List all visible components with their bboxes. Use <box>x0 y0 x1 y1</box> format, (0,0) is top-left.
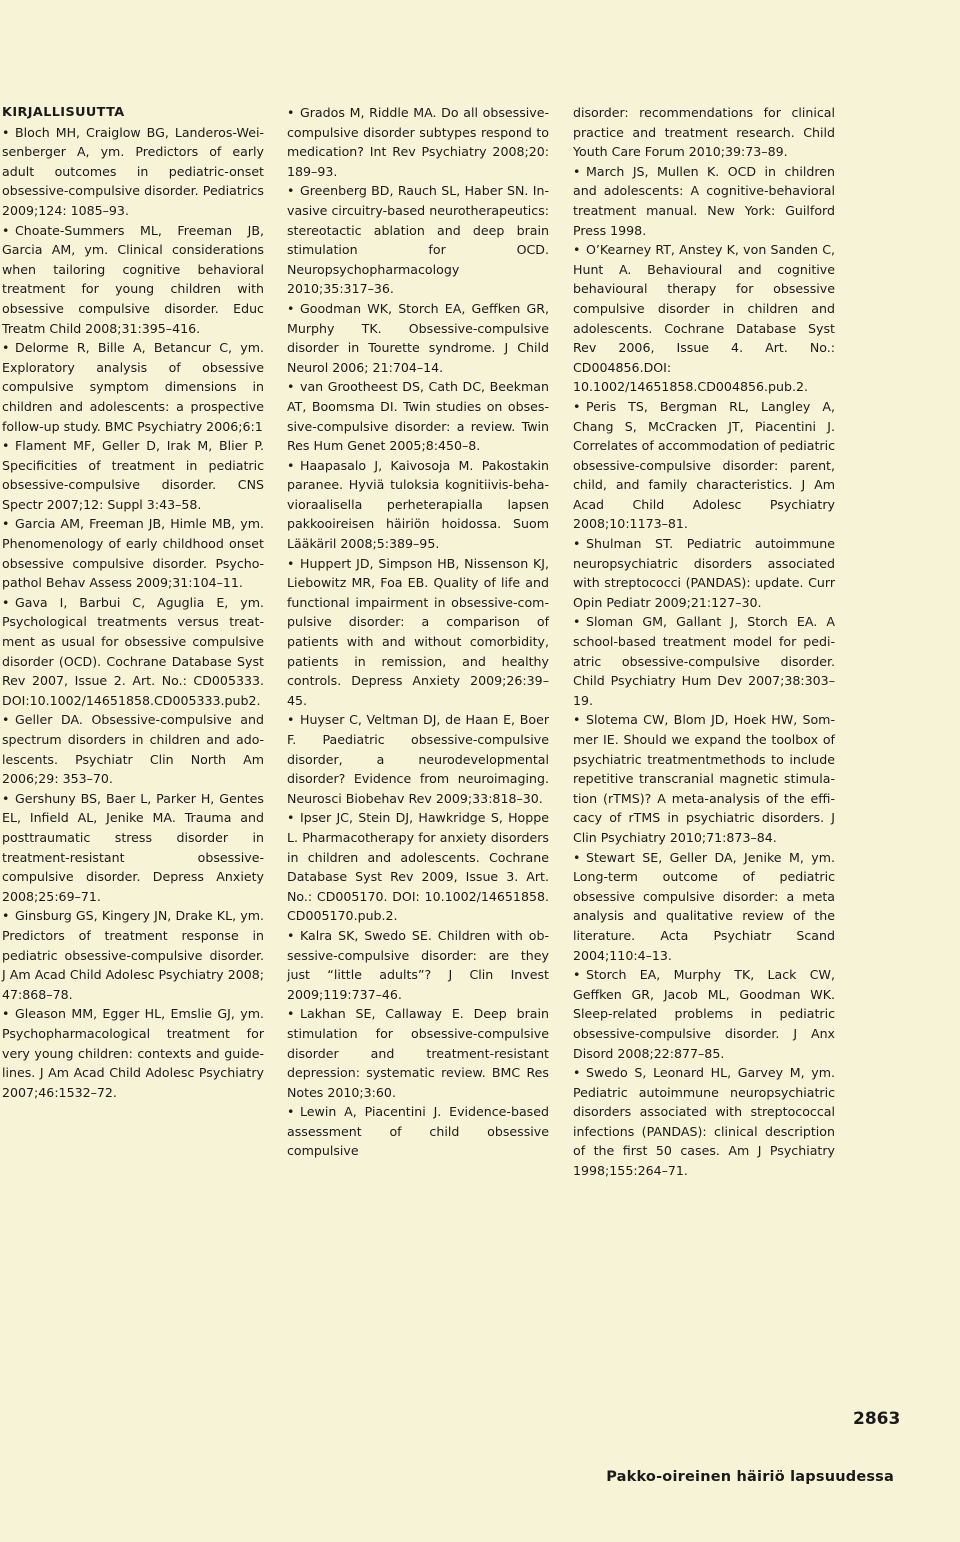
bullet-icon: • <box>573 1065 581 1081</box>
reference-text: Grados M, Riddle MA. Do all obsessive-compulsive disorder subtypes respond to medication? Int Rev Psychiatry 2008;20: 189–93. <box>287 105 549 179</box>
reference-text: Kalra SK, Swedo SE. Children with obsessive-compulsive disorder: are they just “little adults”? J Clin Invest 2009;119:737–46. <box>287 927 549 1002</box>
reference-text: Ginsburg GS, Kingery JN, Drake KL, ym. Predictors of treatment response in pediatric obsessive-compulsive disorder. J Am Acad Child Adolesc Psychiatry 2008; 47:868–78. <box>2 908 264 1002</box>
reference-text: van Grootheest DS, Cath DC, Beekman AT, Boomsma DI. Twin studies on obsessive-compulsive disorder: a review. Twin Res Hum Genet 2005;8:450–8. <box>287 379 549 454</box>
bullet-icon: • <box>287 555 295 571</box>
reference-item <box>573 612 835 710</box>
reference-item <box>2 906 264 1004</box>
reference-text: Shulman ST. Pediatric autoimmune neuropsychiatric disorders associated with streptococci (PANDAS): update. Curr Opin Pediatr 2009;21:127–30. <box>573 536 835 610</box>
reference-column-1 <box>2 103 264 1102</box>
bullet-icon: • <box>287 1006 295 1022</box>
reference-item <box>573 848 835 966</box>
bullet-icon: • <box>573 967 581 983</box>
reference-item <box>2 123 264 221</box>
reference-column-2 <box>287 103 549 1161</box>
reference-item <box>2 514 264 592</box>
reference-text: Storch EA, Murphy TK, Lack CW, Geffken GR, Jacob ML, Goodman WK. Sleep-related problems in pediatric obsessive-compulsive disorder. J Anx Disord 2008;22:877–85. <box>573 967 835 1061</box>
bullet-icon: • <box>287 183 295 199</box>
reference-text: Swedo S, Leonard HL, Garvey M, ym. Pediatric autoimmune neuropsychiatric disorders associated with streptococcal infections (PANDAS): clinical description of the first 50 cases. Am J Psychiatry 1998;155:264–71. <box>573 1065 835 1179</box>
reference-text: Haapasalo J, Kaivosoja M. Pakostakin paranee. Hyviä tuloksia kognitiivis-behavioraalisella perheterapialla lapsen pakkooireisen häiriön hoidossa. Suom Lääkäril 2008;5:389–95. <box>287 457 549 552</box>
reference-item <box>287 1004 549 1102</box>
reference-text: Goodman WK, Storch EA, Geffken GR, Murphy TK. Obsessive-compulsive disorder in Tourette syndrome. J Child Neurol 2006; 21:704–14. <box>287 300 549 375</box>
reference-text: March JS, Mullen K. OCD in children and adolescents: A cognitive-behavioral treatment manual. New York: Guilford Press 1998. <box>573 163 835 238</box>
bullet-icon: • <box>2 124 10 140</box>
reference-item <box>287 299 549 377</box>
reference-item <box>287 456 549 554</box>
reference-item <box>2 1004 264 1102</box>
bullet-icon: • <box>2 790 10 806</box>
bullet-icon: • <box>573 242 581 258</box>
bullet-icon: • <box>287 300 295 316</box>
bullet-icon: • <box>573 614 581 630</box>
reference-text: Huyser C, Veltman DJ, de Haan E, Boer F. Paediatric obsessive-compulsive disorder, a neurodevelopmental disorder? Evidence from neuroimaging. Neurosci Biobehav Rev 2009;33:818–30. <box>287 712 549 806</box>
reference-text: Gleason MM, Egger HL, Emslie GJ, ym. Psychopharmacological treatment for very young children: contexts and guidelines. J Am Acad Child Adolesc Psychiatry 2007;46:1532–72. <box>2 1006 264 1100</box>
reference-text: Flament MF, Geller D, Irak M, Blier P. Specificities of treatment in pediatric obsessive-compulsive disorder. CNS Spectr 2007;12: Suppl 3:43–58. <box>2 438 264 512</box>
reference-text: Bloch MH, Craiglow BG, Landeros-Weisenberger A, ym. Predictors of early adult outcomes in pediatric-onset obsessive-compulsive disorder. Pediatrics 2009;124: 1085–93. <box>2 124 264 218</box>
running-title: Pakko-oireinen häiriö lapsuudessa <box>606 1469 894 1485</box>
bullet-icon: • <box>2 1006 10 1022</box>
bullet-icon: • <box>573 398 581 414</box>
reference-text: Huppert JD, Simpson HB, Nissenson KJ, Liebowitz MR, Foa EB. Quality of life and functional impairment in obsessive-compulsive disorder: a comparison of patients with and without comorbidity, patients in remission, and healthy controls. Depress Anxiety 2009;26:39–45. <box>287 555 549 708</box>
bullet-icon: • <box>573 536 581 552</box>
reference-item <box>287 1102 549 1161</box>
reference-item <box>287 926 549 1004</box>
reference-item <box>287 808 549 926</box>
bullet-icon: • <box>2 712 10 728</box>
reference-text: Gava I, Barbui C, Aguglia E, ym. Psychological treatments versus treatment as usual for obsessive compulsive disorder (OCD). Cochrane Database Syst Rev 2007, Issue 2. Art. No.: CD005333. DOI:10.1002/14651858.CD005333.pub2. <box>2 594 264 708</box>
reference-item <box>2 789 264 907</box>
bullet-icon: • <box>287 1104 295 1120</box>
reference-item <box>2 338 264 436</box>
reference-text: Choate-Summers ML, Freeman JB, Garcia AM, ym. Clinical considerations when tailoring cognitive behavioral treatment for young children with obsessive compulsive disorder. Educ Treatm Child 2008;31:395–416. <box>2 222 264 336</box>
reference-text: Delorme R, Bille A, Betancur C, ym. Exploratory analysis of obsessive compulsive symptom dimensions in children and adolescents: a prospective follow-up study. BMC Psychiatry 2006;6:1 <box>2 340 264 434</box>
reference-text: Ipser JC, Stein DJ, Hawkridge S, Hoppe L. Pharmacotherapy for anxiety disorders in children and adolescents. Cochrane Database Syst Rev 2009, Issue 3. Art. No.: CD005170. DOI: 10.1002/14651858. CD005170.pub.2. <box>287 810 549 924</box>
bullet-icon: • <box>287 927 295 943</box>
reference-item <box>2 221 264 339</box>
reference-item <box>287 554 549 711</box>
reference-text: Garcia AM, Freeman JB, Himle MB, ym. Phenomenology of early childhood onset obsessive compulsive disorder. Psychopathol Behav Assess 2009;31:104–11. <box>2 516 264 591</box>
reference-text: disorder: recommendations for clinical practice and treatment research. Child Youth Care Forum 2010;39:73–89. <box>573 105 835 160</box>
reference-item <box>2 710 264 788</box>
reference-item <box>573 162 835 240</box>
reference-item <box>2 593 264 711</box>
reference-item <box>287 181 549 299</box>
bullet-icon: • <box>287 712 295 728</box>
reference-text: Stewart SE, Geller DA, Jenike M, ym. Long-term outcome of pediatric obsessive compulsive disorder: a meta analysis and qualitative review of the literature. Acta Psychiatr Scand 2004;110:4–13. <box>573 849 835 963</box>
bullet-icon: • <box>2 516 10 532</box>
bullet-icon: • <box>287 379 295 395</box>
reference-item <box>573 710 835 847</box>
reference-item <box>573 397 835 534</box>
reference-text: Slotema CW, Blom JD, Hoek HW, Sommer IE. Should we expand the toolbox of psychiatric treatmentmethods to include repetitive transcranial magnetic stimulation (rTMS)? A meta-analysis of the efficacy of rTMS in psychiatric disorders. J Clin Psychiatry 2010;71:873–84. <box>573 712 835 845</box>
reference-item <box>573 1063 835 1181</box>
reference-item <box>573 534 835 612</box>
reference-item <box>573 103 835 162</box>
section-heading: KIRJALLISUUTTA <box>2 105 125 120</box>
reference-item <box>287 710 549 808</box>
bullet-icon: • <box>287 457 295 473</box>
bullet-icon: • <box>2 908 10 924</box>
reference-text: O’Kearney RT, Anstey K, von Sanden C, Hunt A. Behavioural and cognitive behavioural therapy for obsessive compulsive disorder in children and adolescents. Cochrane Database Syst Rev 2006, Issue 4. Art. No.: CD004856.DOI: 10.1002/14651858.CD004856.pub.2. <box>573 242 835 395</box>
bullet-icon: • <box>573 163 581 179</box>
bullet-icon: • <box>573 849 581 865</box>
reference-column-3 <box>573 103 835 1181</box>
bullet-icon: • <box>287 105 295 120</box>
bullet-icon: • <box>2 594 10 610</box>
reference-item <box>287 103 549 181</box>
reference-text: Lewin A, Piacentini J. Evidence-based assessment of child obsessive compulsive <box>287 1104 549 1159</box>
reference-text: Greenberg BD, Rauch SL, Haber SN. Invasive circuitry-based neurotherapeutics: stereotactic ablation and deep brain stimulation for OCD. Neuropsychopharmacology 2010;35:317–36. <box>287 183 549 297</box>
bullet-icon: • <box>2 222 10 238</box>
reference-text: Geller DA. Obsessive-compulsive and spectrum disorders in children and adolescents. Psychiatr Clin North Am 2006;29: 353–70. <box>2 712 264 787</box>
bullet-icon: • <box>287 810 295 826</box>
reference-text: Sloman GM, Gallant J, Storch EA. A school-based treatment model for pediatric obsessive-compulsive disorder. Child Psychiatry Hum Dev 2007;38:303–19. <box>573 614 835 708</box>
reference-item <box>573 965 835 1063</box>
reference-item <box>287 377 549 455</box>
bullet-icon: • <box>2 438 10 454</box>
page-number: 2863 <box>853 1409 901 1429</box>
bullet-icon: • <box>573 712 581 728</box>
reference-item <box>573 240 835 397</box>
reference-text: Gershuny BS, Baer L, Parker H, Gentes EL, Infield AL, Jenike MA. Trauma and posttraumatic stress disorder in treatment-resistant obsessive-compulsive disorder. Depress Anxiety 2008;25:69–71. <box>2 790 264 904</box>
reference-text: Peris TS, Bergman RL, Langley A, Chang S, McCracken JT, Piacentini J. Correlates of accommodation of pediatric obsessive-compulsive disorder: parent, child, and family characteristics. J Am Acad Child Adolesc Psychiatry 2008;10:1173–81. <box>573 398 835 532</box>
reference-text: Lakhan SE, Callaway E. Deep brain stimulation for obsessive-compulsive disorder and treatment-resistant depression: systematic review. BMC Res Notes 2010;3:60. <box>287 1006 549 1100</box>
bullet-icon: • <box>2 340 10 356</box>
reference-item <box>2 436 264 514</box>
